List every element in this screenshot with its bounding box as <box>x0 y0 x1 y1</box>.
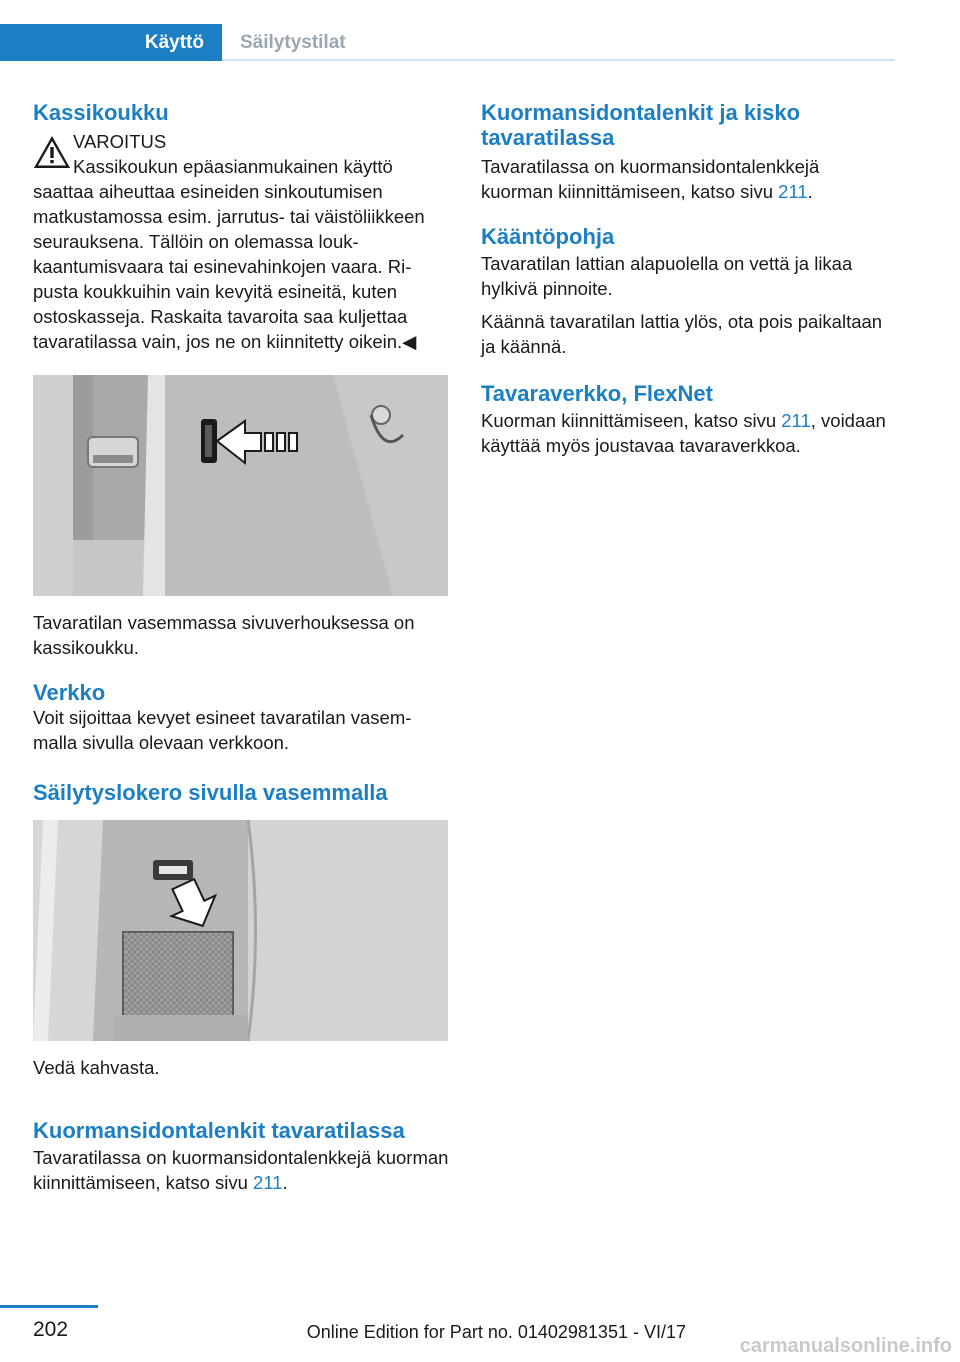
text-kaantopohja-1: Tavaratilan lattian alapuolella on vettä ja likaa hylkivä pinnoite. <box>481 253 853 299</box>
heading-sailytyslokero: Säilytyslokero sivulla vasemmalla <box>33 780 388 805</box>
heading-kaantopohja: Kääntöpohja <box>481 224 615 249</box>
bag-hook-illustration <box>33 375 448 596</box>
text-kuormansidontalenkit-kisko <box>481 154 893 204</box>
storage-compartment-illustration <box>33 820 448 1041</box>
heading-tavaraverkko: Tavaraverkko, FlexNet <box>481 381 713 406</box>
heading-kassikoukku: Kassikoukku <box>33 100 169 125</box>
page-link-211-right-1[interactable]: 211 <box>778 181 808 202</box>
page-number: 202 <box>33 1318 69 1341</box>
warning-block <box>33 129 449 354</box>
warning-label: VAROITUS <box>73 131 167 152</box>
warning-text: saattaa aiheuttaa esineiden sinkoutumisen matkustamossa esim. jarrutus- tai väistöliikkeen seurauksena. Tällöin on olemassa loukkaantumisvaara tai esinevahinkojen vaara. Ripusta koukkuihin vain kevyitä esineitä, kuten ostoskasseja. Raskaita tavaroita saa kuljettaa tavaratilassa vain, jos ne on kiinnitetty oikein.◀ <box>33 181 425 352</box>
heading-kuormansidontalenkit: Kuormansidontalenkit tavaratilassa <box>33 1118 405 1143</box>
tab-kaytto[interactable] <box>0 24 222 61</box>
text-kuormansidontalenkit <box>33 1145 449 1195</box>
tab-sailytystilat[interactable] <box>222 24 346 61</box>
page-link-211[interactable]: 211 <box>253 1172 283 1193</box>
text-verkko: Voit sijoittaa kevyet esineet tavaratilan vasemmalla sivulla olevaan verkkoon. <box>33 707 412 753</box>
text-kisko-end: . <box>807 181 813 202</box>
text-kisko-body: Tavaratilassa on kuormansidontalenkkejä kuorman kiinnittämiseen, katso sivu <box>481 156 820 202</box>
text-tavaraverkko <box>481 408 893 458</box>
header-tabs <box>0 24 895 61</box>
right-column <box>481 100 893 458</box>
tab-sailytystilat-label: Säilytystilat <box>240 31 346 53</box>
text-tavaraverkko-body: Kuorman kiinnittämiseen, katso sivu <box>481 410 782 431</box>
text-kaantopohja-2: Käännä tavaratilan lattia ylös, ota pois paikaltaan ja käännä. <box>481 311 883 357</box>
edition-text: Online Edition for Part no. 01402981351 - VI/17 <box>306 1322 686 1342</box>
warning-triangle-icon <box>33 135 71 169</box>
heading-kuormansidontalenkit-kisko: Kuormansidontalenkit ja kisko tavaratilassa <box>481 100 801 150</box>
text-kuormansidontalenkit-body: Tavaratilassa on kuormansidontalenkkejä kuorman kiinnittämiseen, katso sivu <box>33 1147 449 1193</box>
text-kuormansidontalenkit-end: . <box>282 1172 288 1193</box>
header-rule <box>222 59 895 61</box>
text-tavaraverkko-end: , voidaan käyttää myös joustavaa tavaraverkkoa. <box>481 410 886 456</box>
caption-storage: Vedä kahvasta. <box>33 1057 160 1078</box>
watermark: carmanualsonline.info <box>739 1335 952 1357</box>
warning-text-first-line: Kassikoukun epäasianmukainen käyttö <box>73 156 393 177</box>
tab-kaytto-label: Käyttö <box>144 31 204 53</box>
caption-bag-hook: Tavaratilan vasemmassa sivuverhouksessa on kassikoukku. <box>33 612 415 658</box>
storage-compartment-photo <box>33 820 448 1041</box>
left-column <box>33 100 449 1195</box>
footer-rule <box>0 1305 98 1308</box>
heading-verkko: Verkko <box>33 680 106 705</box>
bag-hook-photo <box>33 375 448 596</box>
page-link-211-right-2[interactable]: 211 <box>781 410 811 431</box>
